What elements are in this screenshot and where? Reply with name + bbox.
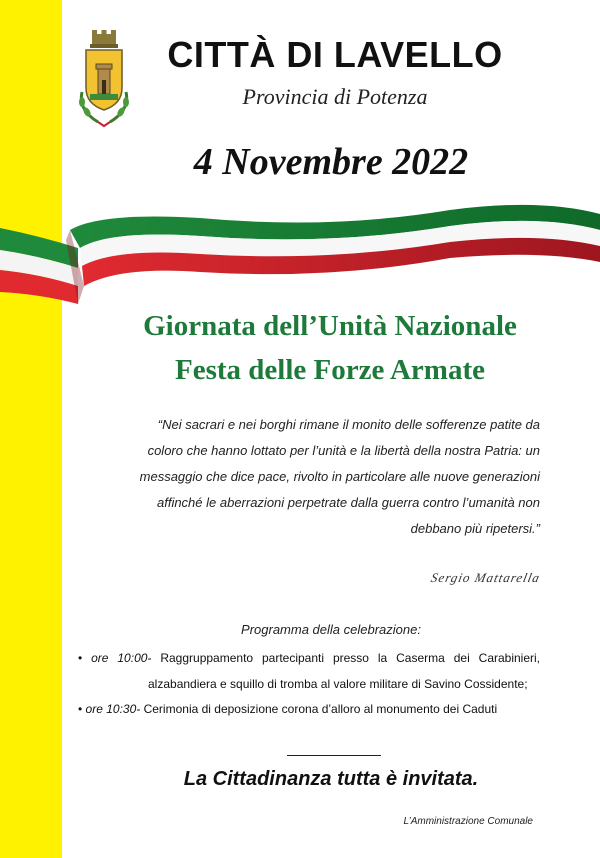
program-heading: Programma della celebrazione: <box>241 622 421 637</box>
province-subtitle: Provincia di Potenza <box>242 84 428 109</box>
quote-line: messaggio che dice pace, rivolto in particolare alle nuove generazioni <box>139 469 540 484</box>
city-title: CITTÀ DI LAVELLO <box>167 34 503 75</box>
quote-line: “Nei sacrari e nei borghi rimane il monito delle sofferenze patite da <box>157 417 540 432</box>
quote-signature: Sergio Mattarella <box>429 570 542 585</box>
program-time: ore 10:00- <box>91 651 152 665</box>
quote-line: debbano più ripetersi.” <box>410 521 540 536</box>
program-text: Cerimonia di deposizione corona d’alloro al monumento dei Caduti <box>143 702 498 716</box>
italian-flag-ribbon-icon <box>0 200 600 320</box>
yellow-side-band <box>0 0 62 858</box>
quote-line: coloro che hanno lottato per l’unità e la libertà della nostra Patria: un <box>147 443 540 458</box>
quote-block <box>120 412 540 542</box>
program-time: ore 10:30- <box>85 702 141 716</box>
quote-line: affinché le aberrazioni perpetrate dalla guerra contro l’umanità non <box>156 495 540 510</box>
coat-of-arms-icon <box>72 30 136 130</box>
divider <box>287 755 381 756</box>
program-item-2 <box>78 702 497 716</box>
program-item-1-continuation: alzabandiera e squillo di tromba al valore militare di Savino Cossidente; <box>148 677 528 691</box>
event-date: 4 Novembre 2022 <box>193 141 469 183</box>
administration-signoff: L’Amministrazione Comunale <box>403 816 533 827</box>
bullet: • <box>78 702 83 716</box>
invitation-text: La Cittadinanza tutta è invitata. <box>183 768 479 790</box>
event-title-line-2: Festa delle Forze Armate <box>175 354 485 386</box>
program-item-1 <box>78 651 540 665</box>
bullet: • <box>78 651 83 665</box>
program-text: Raggruppamento partecipanti presso la Caserma dei Carabinieri, <box>160 651 541 665</box>
event-title-line-1: Giornata dell’Unità Nazionale <box>143 310 517 342</box>
